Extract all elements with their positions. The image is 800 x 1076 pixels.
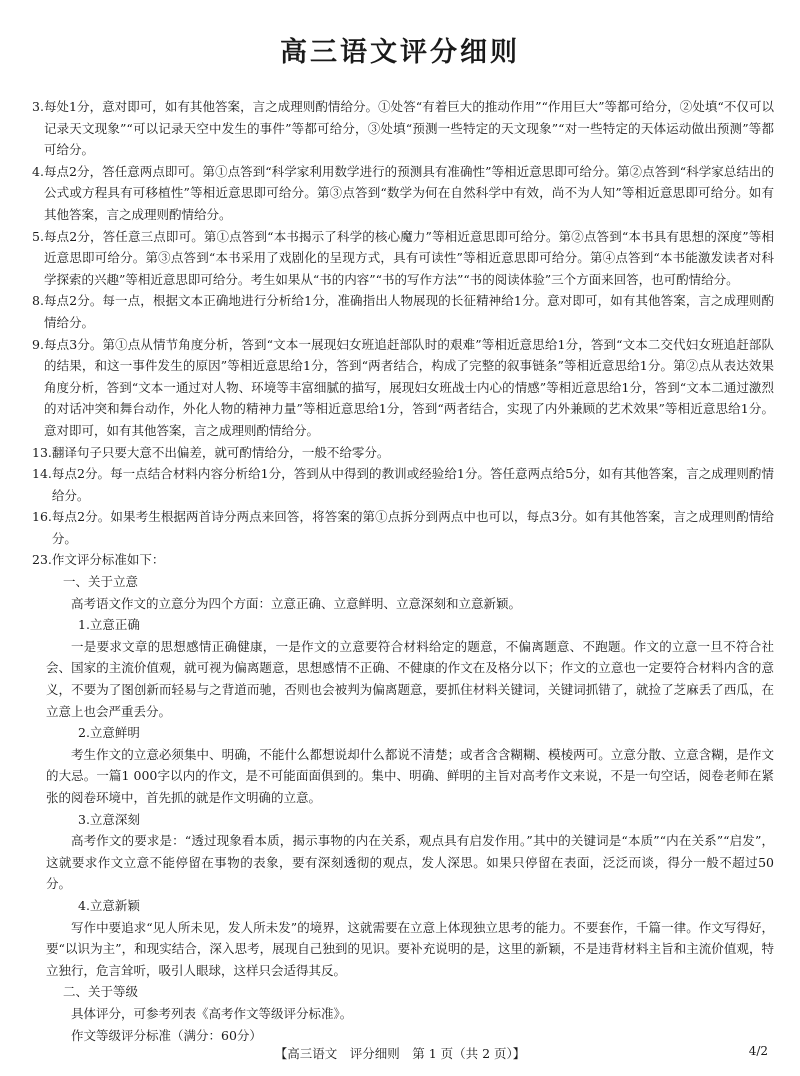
page-footer: 【高三语文 评分细则 第 1 页（共 2 页）】 — [274, 1046, 526, 1061]
item-number: 16. — [32, 509, 52, 525]
item-number: 23. — [32, 552, 52, 568]
item-text: 翻译句子只要大意不出偏差，就可酌情给分，一般不给零分。 — [51, 444, 390, 460]
item-text: 每处1分，意对即可，如有其他答案，言之成理则酌情给分。①处答“有着巨大的推动作用”“作用巨大”等都可给分，②处填“不仅可以记录天文现象”“可以记录天空中发生的事件”等都可给分，③处填“预测一些特定的天文现象”“对一些特定的天体运动做出预测”等都可给分。 — [43, 99, 774, 158]
paragraph-clear: 考生作文的立意必须集中、明确，不能什么都想说却什么都说不清楚；或者含含糊糊、模棱两可。立意分散、立意含糊，是作文的大忌。一篇1 000字以内的作文，是不可能面面俱到的。集中、明确、鲜明的主旨对高考作文来说，不是一句空话，阅卷老师在紧张的阅卷环境中，首先抓的就是作文明确的立意。 — [46, 746, 774, 805]
item-text: 每点2分，答任意两点即可。第①点答到“科学家利用数学进行的预测具有准确性”等相近意思即可给分。第②点答到“科学家总结出的公式或方程具有可移植性”等相近意思即可给分。第③点答到“数学为何在自然科学中有效，尚不为人知”等相近意思即可给分。如有其他答案，言之成理则酌情给分。 — [43, 163, 774, 222]
section-heading-intent: 一、关于立意 — [63, 574, 139, 590]
item-number: 5. — [32, 228, 44, 244]
item-text: 每点2分。每一点，根据文本正确地进行分析给1分，准确指出人物展现的长征精神给1分。意对即可，如有其他答案，言之成理则酌情给分。 — [43, 293, 774, 330]
item-number: 13. — [32, 444, 52, 460]
intent-intro: 高考语文作文的立意分为四个方面：立意正确、立意鲜明、立意深刻和立意新颖。 — [71, 595, 522, 611]
paragraph-novel: 写作中要追求“见人所未见，发人所未发”的境界，这就需要在立意上体现独立思考的能力。不要套作，千篇一律。作文写得好，要“以识为主”，和现实结合，深入思考，展现自己独到的见识。要补充说明的是，这里的新颖，不是违背材料主旨和主流价值观，特立独行，危言耸听，吸引人眼球，这样只会适得其反。 — [46, 919, 774, 978]
section-heading-grade: 二、关于等级 — [63, 984, 139, 1000]
rule-item-5 — [32, 226, 774, 291]
item-text: 每点2分，答任意三点即可。第①点答到“本书揭示了科学的核心魔力”等相近意思即可给分。第②点答到“本书具有思想的深度”等相近意思即可给分。第③点答到“本书采用了戏剧化的呈现方式，具有可读性”等相近意思即可给分。第④点答到“本书能激发读者对科学探索的兴趣”等相近意思即可给分。考生如果从“书的内容”“书的写作方法”“书的阅读体验”三个方面来回答，也可酌情给分。 — [43, 228, 774, 287]
rule-item-23 — [32, 549, 774, 571]
paragraph-grade-standard: 作文等级评分标准（满分：60分） — [71, 1027, 262, 1043]
item-number: 9. — [32, 336, 44, 352]
rule-item-3 — [32, 96, 774, 161]
subheading-deep: 3.立意深刻 — [78, 811, 140, 827]
item-number: 4. — [32, 163, 44, 179]
rule-item-14 — [32, 463, 774, 506]
rule-item-4 — [32, 161, 774, 226]
item-number: 8. — [32, 293, 44, 309]
paragraph-correct: 一是要求文章的思想感情正确健康，一是作文的立意要符合材料给定的题意，不偏离题意、不跑题。作文的立意一旦不符合社会、国家的主流价值观，就可视为偏离题意，思想感情不正确、不健康的作文在及格分以下；作文的立意也一定要符合材料内含的意义，不要为了图创新而轻易与之背道而驰，否则也会被判为偏离题意，要抓住材料关键词，关键词抓错了，就捡了芝麻丢了西瓜，在立意上也会严重丢分。 — [46, 638, 774, 719]
subheading-clear: 2.立意鲜明 — [78, 725, 140, 741]
page-code: 4/2 — [748, 1044, 768, 1058]
item-text: 每点3分。第①点从情节角度分析，答到“文本一展现妇女班追赶部队时的艰难”等相近意思给1分，答到“文本二交代妇女班追赶部队的结果，和这一事件发生的原因”等相近意思给1分，答到“两者结合，构成了完整的叙事链条”等相近意思给1分。第②点从表达效果角度分析，答到“文本一通过对人物、环境等丰富细腻的描写，展现妇女班战士内心的情感”等相近意思给1分，答到“文本二通过激烈的对话冲突和舞台动作，外化人物的精神力量”等相近意思给1分，答到“两者结合，实现了内外兼顾的艺术效果”等相近意思给1分。意对即可，如有其他答案，言之成理则酌情给分。 — [43, 336, 774, 438]
subheading-novel: 4.立意新颖 — [78, 897, 140, 913]
item-text: 每点2分。如果考生根据两首诗分两点来回答，将答案的第①点拆分到两点中也可以，每点3分。如有其他答案，言之成理则酌情给分。 — [51, 509, 774, 546]
scoring-rules-body — [32, 96, 774, 1046]
rule-item-16 — [32, 506, 774, 549]
paragraph-deep: 高考作文的要求是：“透过现象看本质，揭示事物的内在关系，观点具有启发作用。”其中的关键词是“本质”“内在关系”“启发”，这就要求作文立意不能停留在事物的表象，要有深刻透彻的观点，发人深思。如果只停留在表面，泛泛而谈，得分一般不超过50分。 — [46, 833, 774, 892]
paragraph-grade-ref: 具体评分，可参考列表《高考作文等级评分标准》。 — [71, 1005, 353, 1021]
item-number: 3. — [32, 99, 44, 114]
rule-item-9 — [32, 334, 774, 442]
rule-item-8 — [32, 290, 774, 333]
rule-item-13 — [32, 442, 774, 464]
subheading-correct: 1.立意正确 — [78, 617, 140, 633]
item-text: 每点2分。每一点结合材料内容分析给1分，答到从中得到的教训或经验给1分。答任意两点给5分，如有其他答案，言之成理则酌情给分。 — [51, 466, 774, 503]
item-number: 14. — [32, 466, 52, 482]
item-text: 作文评分标准如下： — [51, 552, 165, 568]
page-title: 高三语文评分细则 — [280, 37, 520, 68]
